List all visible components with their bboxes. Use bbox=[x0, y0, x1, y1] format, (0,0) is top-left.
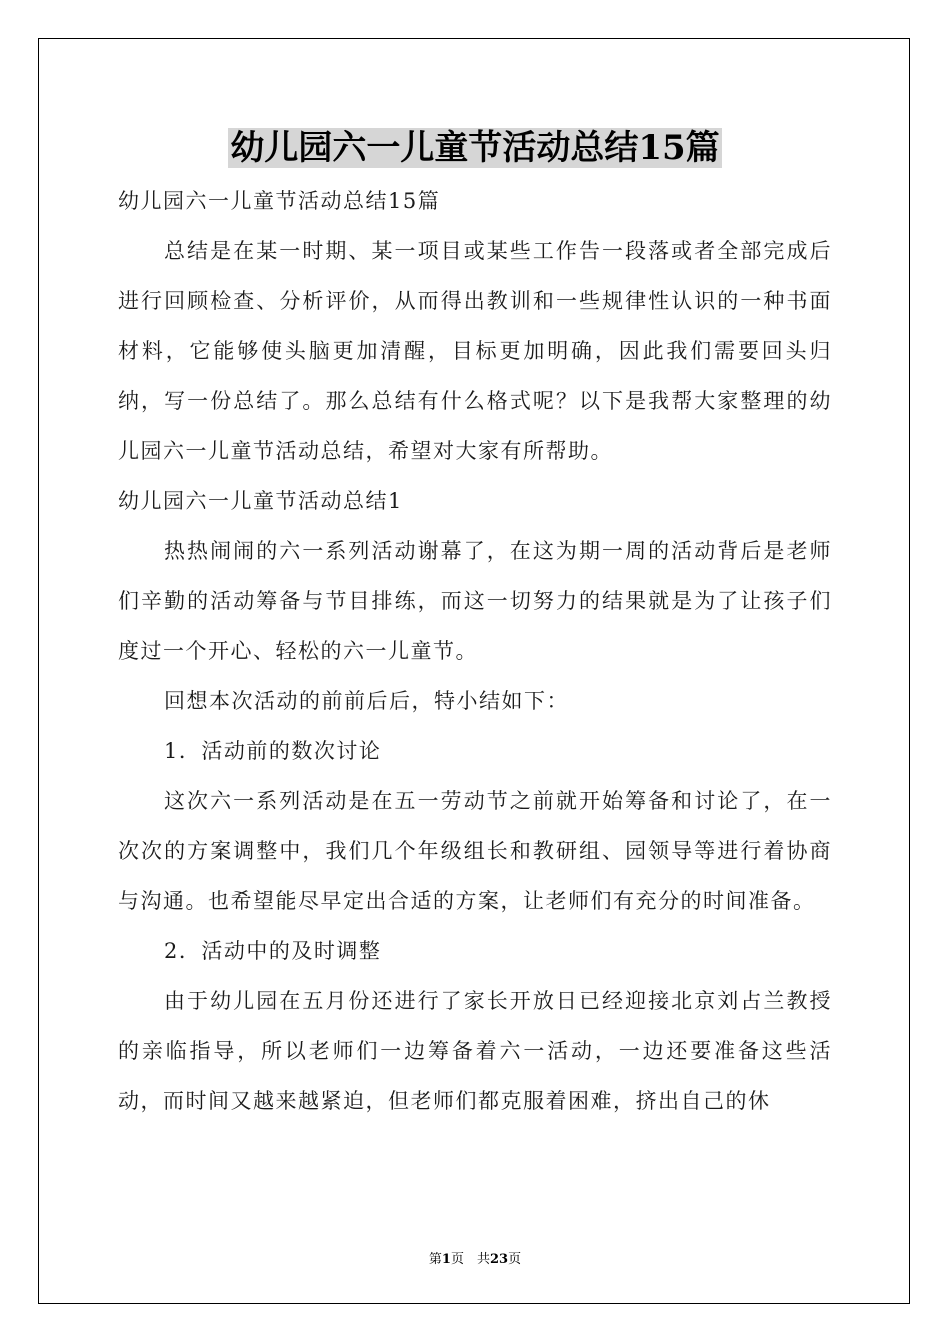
current-page-number: 1 bbox=[441, 1252, 451, 1267]
total-page-count: 23 bbox=[489, 1252, 509, 1267]
intro-paragraph: 总结是在某一时期、某一项目或某些工作告一段落或者全部完成后进行回顾检查、分析评价，从而得出教训和一些规律性认识的一种书面材料，它能够使头脑更加清醒，目标更加明确，因此我们需要回头归纳，写一份总结了。那么总结有什么格式呢？以下是我帮大家整理的幼儿园六一儿童节活动总结，希望对大家有所帮助。 bbox=[118, 239, 832, 463]
document-body bbox=[118, 176, 832, 1126]
body-paragraph-4: 由于幼儿园在五月份还进行了家长开放日已经迎接北京刘占兰教授的亲临指导，所以老师们一边筹备着六一活动，一边还要准备这些活动，而时间又越来越紧迫，但老师们都克服着困难，挤出自己的休 bbox=[118, 989, 832, 1113]
document-title-text: 幼儿园六一儿童节活动总结15篇 bbox=[230, 128, 720, 168]
list-item-heading-2: 2．活动中的及时调整 bbox=[164, 939, 382, 963]
body-paragraph-1: 热热闹闹的六一系列活动谢幕了，在这为期一周的活动背后是老师们辛勤的活动筹备与节目排练，而这一切努力的结果就是为了让孩子们度过一个开心、轻松的六一儿童节。 bbox=[118, 539, 832, 663]
page-footer bbox=[0, 1248, 950, 1267]
page-number-prefix: 第 bbox=[428, 1252, 442, 1267]
body-paragraph-2: 回想本次活动的前前后后，特小结如下： bbox=[164, 689, 569, 713]
page-number-suffix: 页 bbox=[508, 1252, 522, 1267]
body-paragraph-3: 这次六一系列活动是在五一劳动节之前就开始筹备和讨论了，在一次次的方案调整中，我们几个年级组长和教研组、园领导等进行着协商与沟通。也希望能尽早定出合适的方案，让老师们有充分的时间准备。 bbox=[118, 789, 832, 913]
list-item-heading-1: 1．活动前的数次讨论 bbox=[164, 739, 382, 763]
document-subtitle: 幼儿园六一儿童节活动总结15篇 bbox=[118, 189, 441, 213]
document-title bbox=[0, 128, 950, 168]
page-number-mid: 页 共 bbox=[450, 1252, 490, 1267]
section-heading: 幼儿园六一儿童节活动总结1 bbox=[118, 489, 403, 513]
